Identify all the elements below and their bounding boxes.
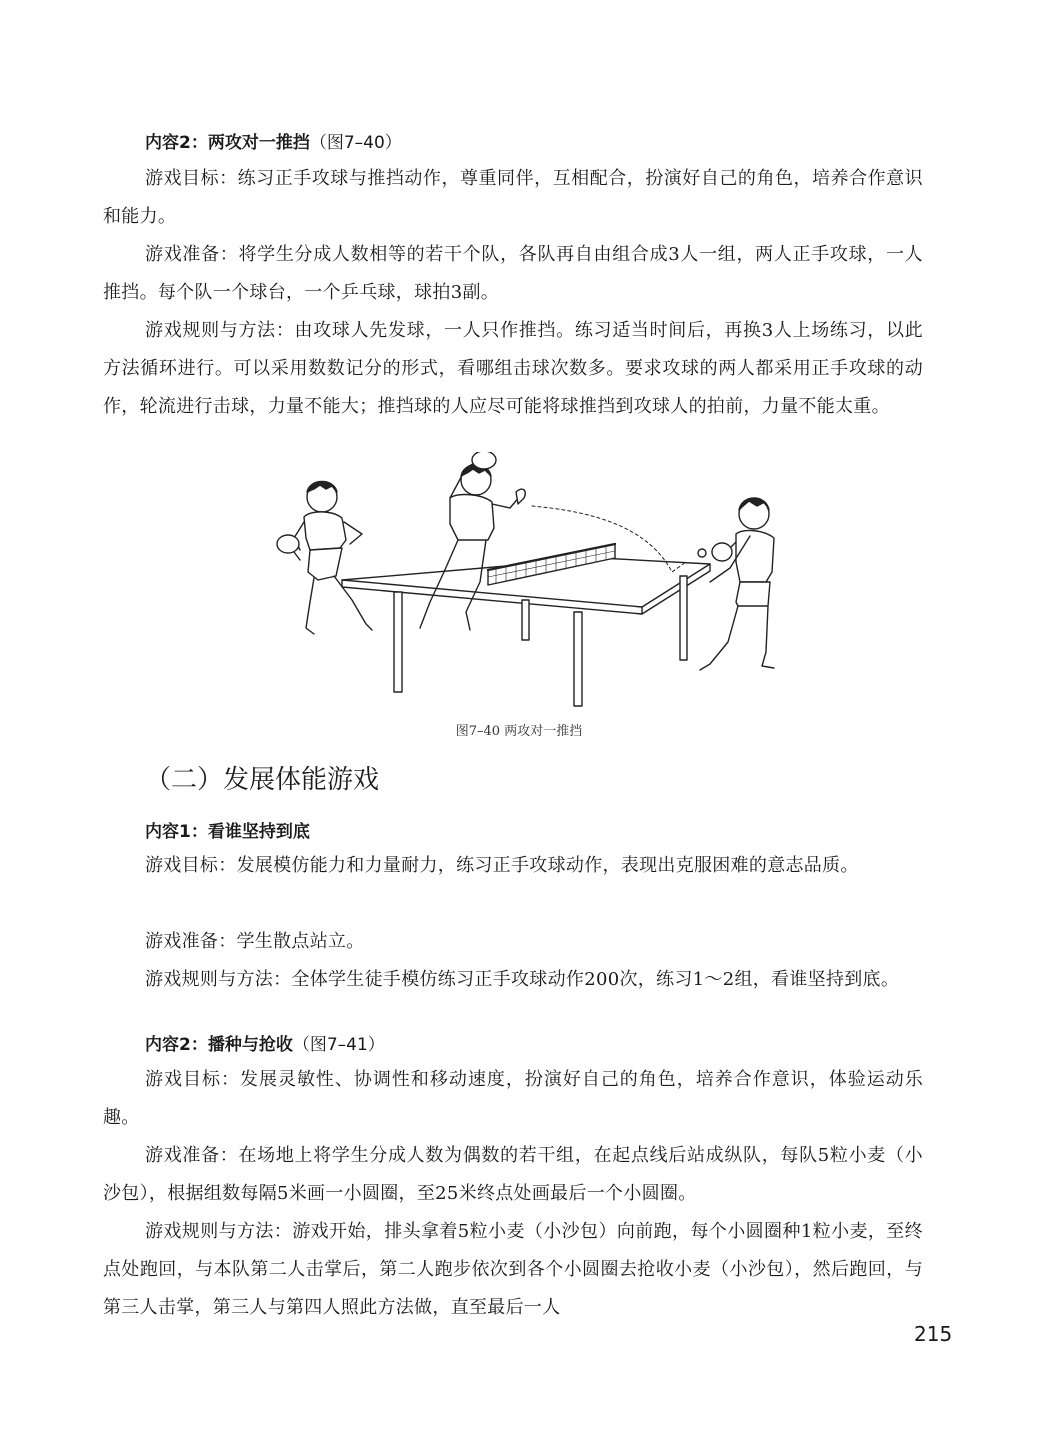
content-heading (145, 1033, 385, 1057)
figure-reference: （图7–41） (292, 1035, 385, 1055)
game-goal: 游戏目标：发展灵敏性、协调性和移动速度，扮演好自己的角色，培养合作意识，体验运动乐趣。 (103, 1069, 923, 1128)
content-heading-title: 内容1：看谁坚持到底 (145, 822, 310, 842)
content-heading-title: 内容2：播种与抢收 (145, 1035, 293, 1055)
game-goal: 游戏目标：发展模仿能力和力量耐力，练习正手攻球动作，表现出克服困难的意志品质。 (145, 855, 859, 876)
table-tennis-illustration (270, 452, 780, 714)
content-heading-title: 内容2：两攻对一推挡 (145, 133, 310, 153)
section-title: （二）发展体能游戏 (145, 765, 380, 795)
figure-reference: （图7–40） (309, 133, 402, 153)
content-heading (145, 131, 402, 155)
content-heading (145, 820, 310, 844)
game-goal: 游戏目标：练习正手攻球与推挡动作，尊重同伴，互相配合，扮演好自己的角色，培养合作意识和能力。 (103, 168, 923, 227)
game-rules: 游戏规则与方法：由攻球人先发球，一人只作推挡。练习适当时间后，再换3人上场练习，以此方法循环进行。可以采用数数记分的形式，看哪组击球次数多。要求攻球的两人都采用正手攻球的动作，轮流进行击球，力量不能大；推挡球的人应尽可能将球推挡到攻球人的拍前，力量不能太重。 (103, 320, 923, 417)
game-rules: 游戏规则与方法：游戏开始，排头拿着5粒小麦（小沙包）向前跑，每个小圆圈种1粒小麦，至终点处跑回，与本队第二人击掌后，第二人跑步依次到各个小圆圈去抢收小麦（小沙包），然后跑回，与第三人击掌，第三人与第四人照此方法做，直至最后一人 (103, 1221, 923, 1318)
figure-caption: 图7–40 两攻对一推挡 (455, 724, 583, 739)
game-preparation: 游戏准备：将学生分成人数相等的若干个队，各队再自由组合成3人一组，两人正手攻球，一人推挡。每个队一个球台，一个乒乓球，球拍3副。 (103, 244, 923, 303)
game-preparation: 游戏准备：在场地上将学生分成人数为偶数的若干组，在起点线后站成纵队，每队5粒小麦（小沙包），根据组数每隔5米画一小圆圈，至25米终点处画最后一个小圆圈。 (103, 1145, 923, 1204)
game-preparation: 游戏准备：学生散点站立。 (145, 931, 365, 952)
page-number: 215 (914, 1322, 953, 1346)
game-rules: 游戏规则与方法：全体学生徒手模仿练习正手攻球动作200次，练习1～2组，看谁坚持到底。 (145, 969, 900, 990)
